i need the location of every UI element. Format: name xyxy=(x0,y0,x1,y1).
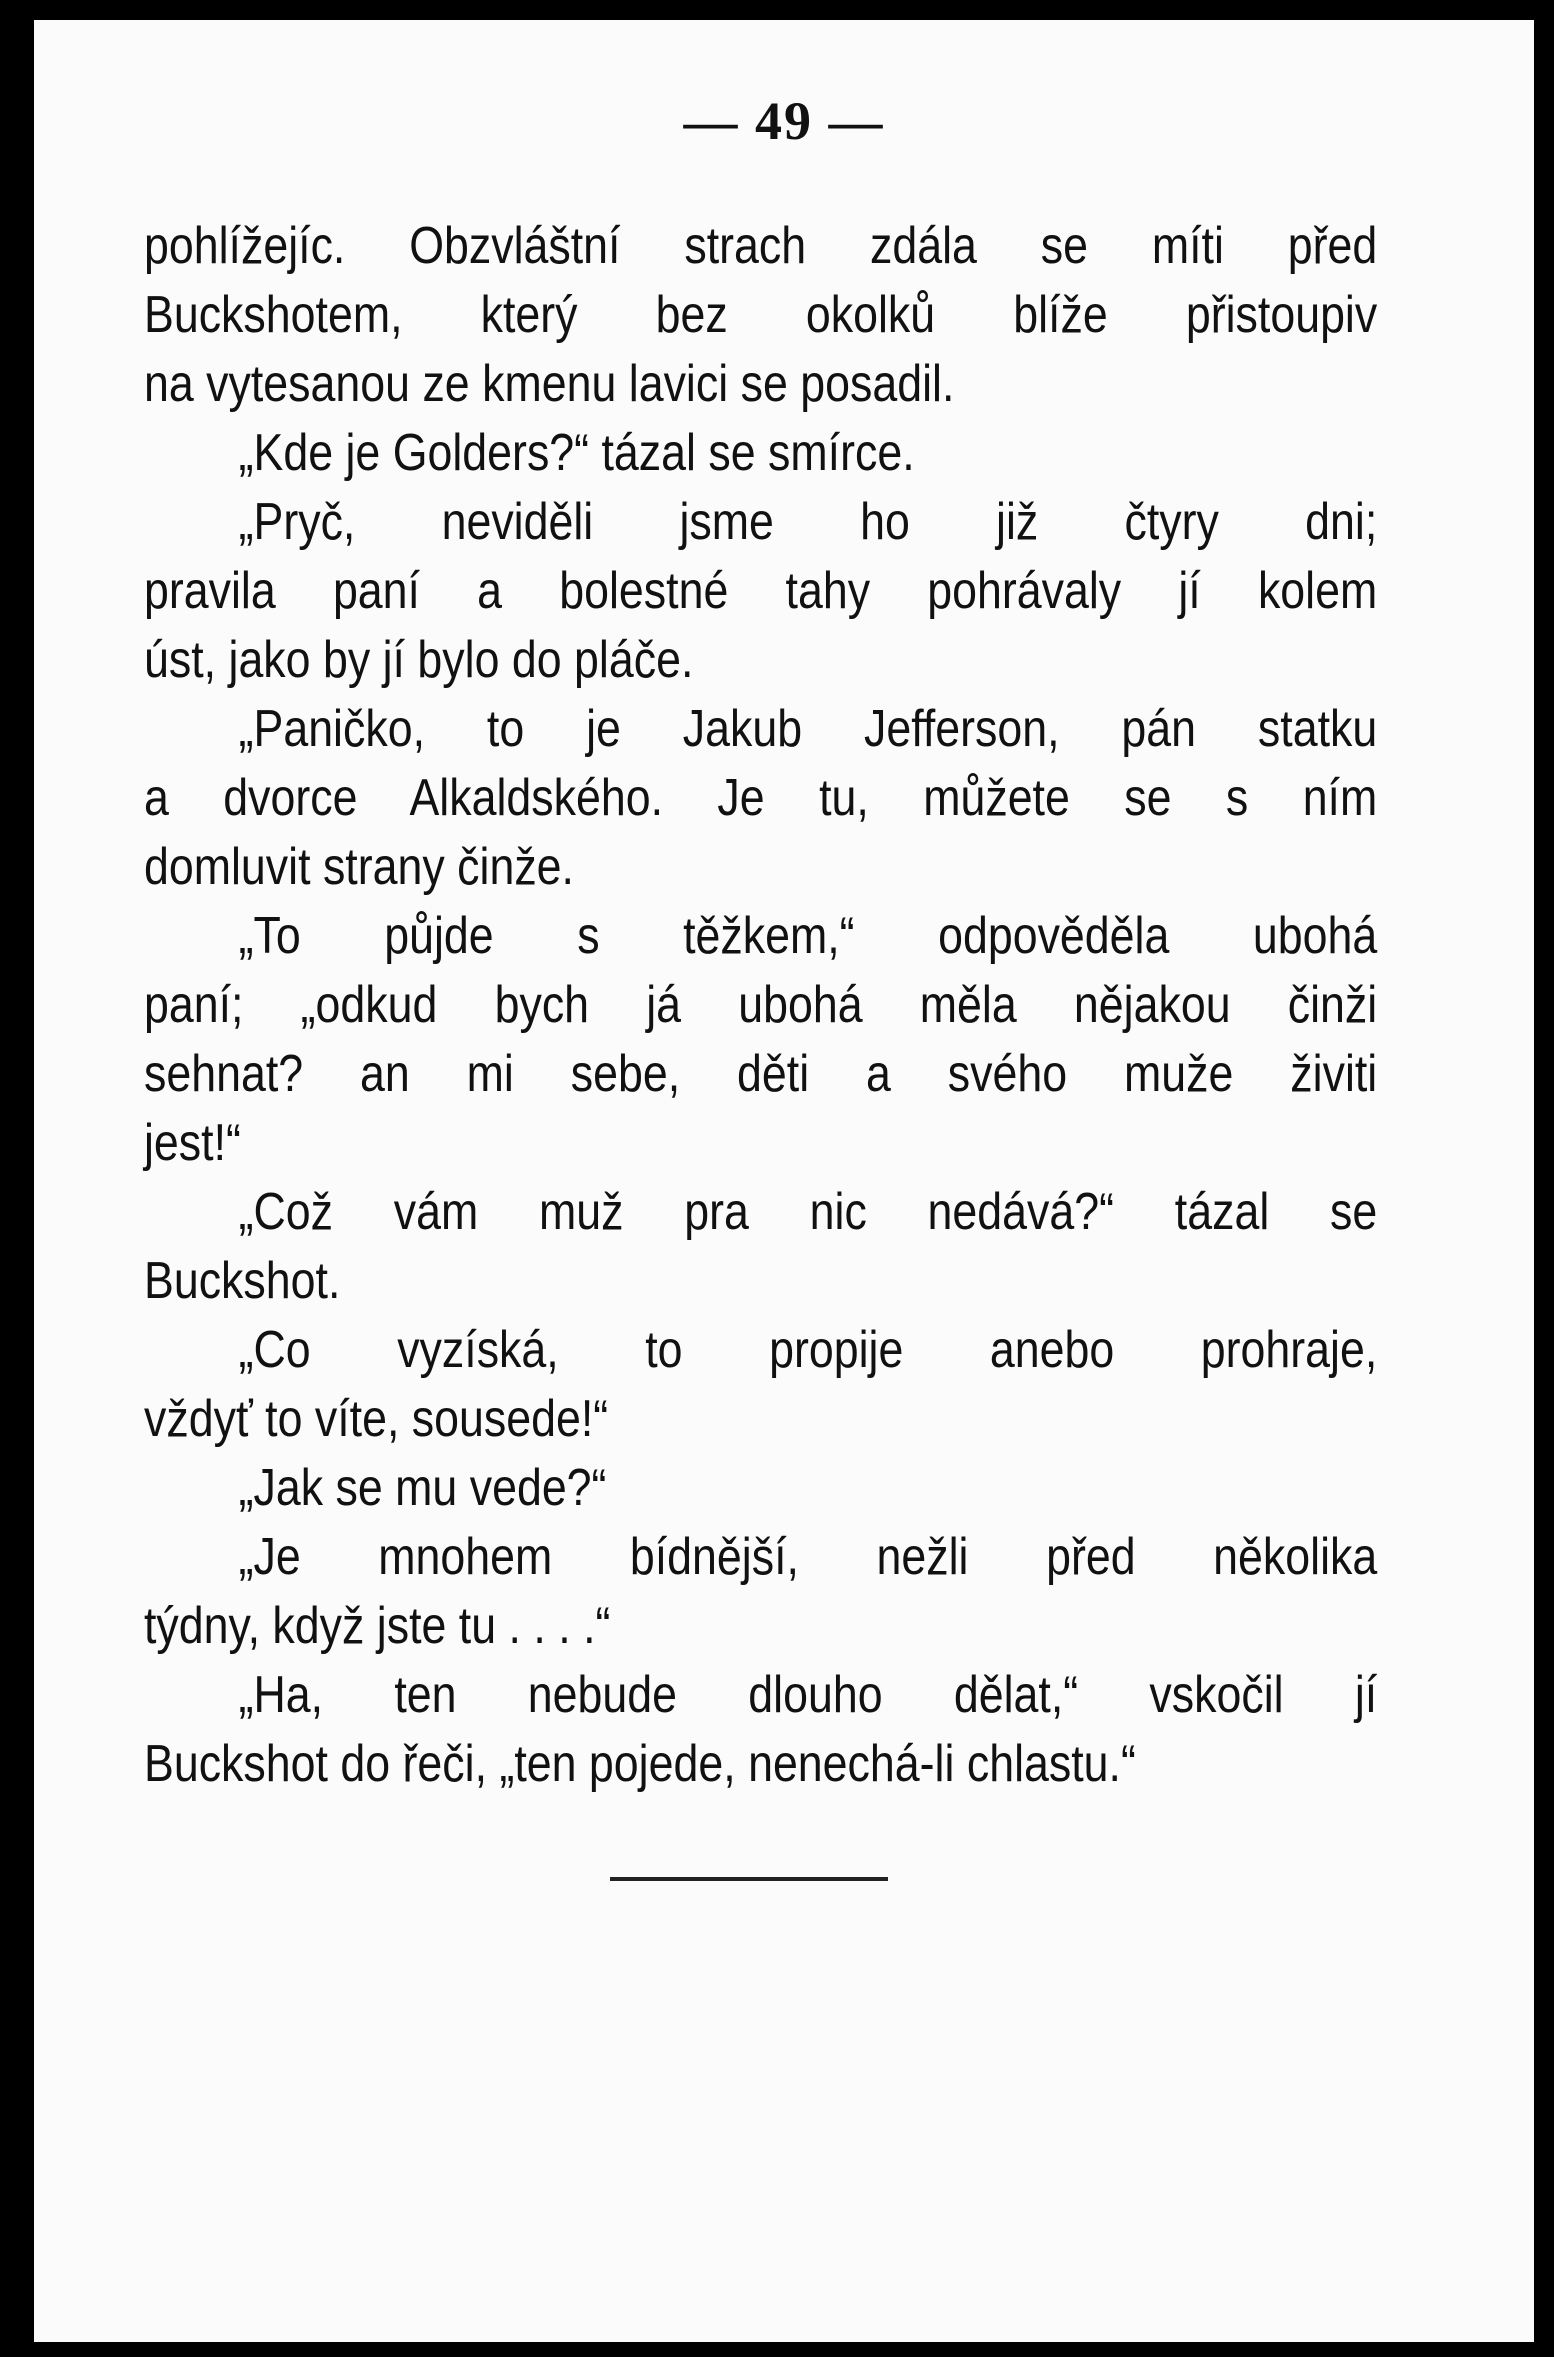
text-line: „Jak se mu vede?“ xyxy=(238,1459,607,1517)
text-line: „To půjde s těžkem,“ odpověděla ubohá xyxy=(238,907,1378,965)
text-line: pravila paní a bolestné tahy pohrávaly jí kolem xyxy=(144,562,1378,620)
body-text xyxy=(144,212,1378,1799)
text-line: sehnat? an mi sebe, děti a svého muže živiti xyxy=(144,1045,1378,1103)
binding-edge-mark xyxy=(24,260,30,350)
text-line: „Kde je Golders?“ tázal se smírce. xyxy=(238,424,915,482)
book-page xyxy=(34,20,1534,2342)
page-number: — 49 — xyxy=(683,91,885,151)
text-line: jest!“ xyxy=(144,1114,241,1172)
text-line: „Ha, ten nebude dlouho dělat,“ vskočil jí xyxy=(238,1666,1378,1724)
text-line: vždyť to víte, sousede!“ xyxy=(144,1390,609,1448)
text-line: Buckshot do řeči, „ten pojede, nenechá-li chlastu.“ xyxy=(144,1735,1136,1793)
text-line: Buckshot. xyxy=(144,1252,341,1310)
text-line: týdny, když jste tu . . . .“ xyxy=(144,1597,611,1655)
text-line: domluvit strany činže. xyxy=(144,838,574,896)
text-line: na vytesanou ze kmenu lavici se posadil. xyxy=(144,355,955,413)
binding-edge-mark xyxy=(24,40,30,180)
text-line: Buckshotem, který bez okolků blíže přistoupiv xyxy=(144,286,1378,344)
text-line: „Je mnohem bídnější, nežli před několika xyxy=(238,1528,1378,1586)
text-line: a dvorce Alkaldského. Je tu, můžete se s ním xyxy=(144,769,1378,827)
text-line: „Paničko, to je Jakub Jefferson, pán statku xyxy=(238,700,1378,758)
chapter-end-rule xyxy=(610,1877,888,1881)
text-line: úst, jako by jí bylo do pláče. xyxy=(144,631,694,689)
text-line: „Pryč, neviděli jsme ho již čtyry dni; xyxy=(238,493,1378,551)
binding-edge-mark xyxy=(24,420,30,600)
text-line: „Což vám muž pra nic nedává?“ tázal se xyxy=(238,1183,1378,1241)
text-line: paní; „odkud bych já ubohá měla nějakou činži xyxy=(144,976,1378,1034)
text-line: „Co vyzíská, to propije anebo prohraje, xyxy=(238,1321,1378,1379)
text-line: pohlížejíc. Obzvláštní strach zdála se míti před xyxy=(144,217,1378,275)
